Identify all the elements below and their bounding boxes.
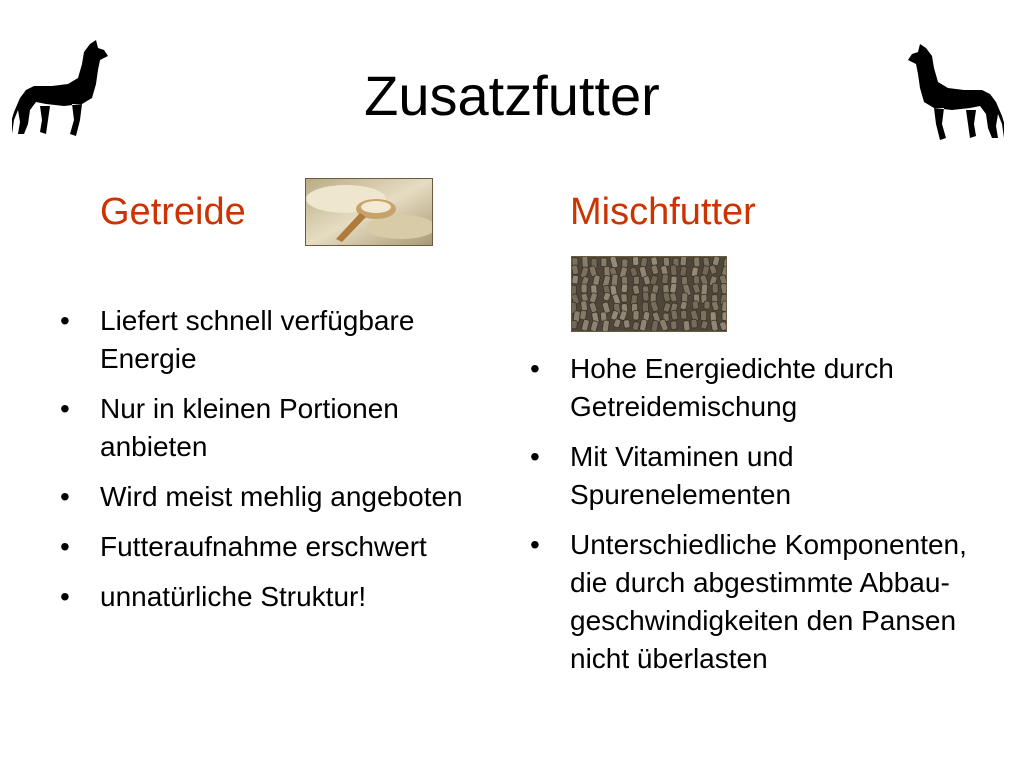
heading-mischfutter: Mischfutter xyxy=(570,191,756,233)
pellet xyxy=(580,301,587,311)
pellet xyxy=(571,320,577,329)
pellet xyxy=(642,302,648,313)
pellet xyxy=(670,283,678,293)
pellet xyxy=(651,257,658,266)
pellet xyxy=(662,274,669,284)
pellet xyxy=(602,320,610,332)
pellet xyxy=(633,310,639,320)
pellet xyxy=(581,284,587,293)
pellet xyxy=(633,257,639,266)
pellet xyxy=(651,320,659,332)
pellet xyxy=(571,265,579,275)
pellet xyxy=(671,310,679,320)
bullet-text: Futteraufnahme erschwert xyxy=(100,531,427,562)
pellet xyxy=(721,301,727,312)
bullet-glyph: • xyxy=(60,393,70,424)
bullet-glyph: • xyxy=(530,529,540,560)
bullet-glyph: • xyxy=(530,441,540,472)
bullet-glyph: • xyxy=(60,581,70,612)
pellet xyxy=(680,256,687,266)
list-item xyxy=(60,390,500,466)
pellet xyxy=(683,320,690,331)
pellet xyxy=(671,321,677,330)
list-item xyxy=(530,350,970,426)
pellet xyxy=(601,258,607,267)
pellet xyxy=(642,292,649,302)
pellet xyxy=(691,319,698,328)
getreide-bullet-list xyxy=(60,302,500,628)
list-item xyxy=(530,438,970,514)
bullet-text: Mit Vitaminen und Spurenelementen xyxy=(570,441,794,510)
slide-title: Zusatzfutter xyxy=(364,64,660,127)
pellet xyxy=(663,257,670,266)
list-item xyxy=(60,302,500,378)
heading-getreide: Getreide xyxy=(100,191,246,233)
bullet-glyph: • xyxy=(60,531,70,562)
pellet xyxy=(704,301,710,309)
pellet xyxy=(701,310,707,320)
bullet-glyph: • xyxy=(60,481,70,512)
pellet xyxy=(694,257,700,267)
pellet xyxy=(572,275,579,284)
pellet xyxy=(611,274,618,286)
list-item xyxy=(530,526,970,678)
pellet xyxy=(694,276,700,284)
bullet-glyph: • xyxy=(530,353,540,384)
bullet-glyph: • xyxy=(60,305,70,336)
bullet-text: Liefert schnell verfügbare Energie xyxy=(100,305,415,374)
list-item xyxy=(60,578,500,616)
list-item xyxy=(60,528,500,566)
pellet xyxy=(632,321,640,330)
pellet xyxy=(680,266,688,277)
flour-scoop-photo xyxy=(305,178,433,246)
pellet xyxy=(582,256,589,268)
pellet xyxy=(670,265,677,276)
bullet-text: unnatürliche Struktur! xyxy=(100,581,367,612)
pellet xyxy=(621,294,628,303)
pellet xyxy=(692,301,699,310)
feed-pellets-photo xyxy=(571,256,727,332)
pellet xyxy=(579,310,587,320)
pellet xyxy=(633,276,639,284)
bullet-text: Hohe Energiedichte durch Getreidemischung xyxy=(570,353,894,422)
pellet xyxy=(722,312,727,321)
pellet xyxy=(681,310,687,319)
list-item xyxy=(60,478,500,516)
mischfutter-bullet-list xyxy=(530,350,970,690)
bullet-text: Unterschiedliche Komponenten, die durch abgestimmte Abbau-geschwindigkeiten den Pansen nicht überlasten xyxy=(570,529,967,674)
pellet xyxy=(623,319,630,328)
pellet xyxy=(622,259,628,268)
pellet xyxy=(712,283,718,293)
bullet-text: Wird meist mehlig angeboten xyxy=(100,481,463,512)
pellet xyxy=(640,257,648,267)
bullet-text: Nur in kleinen Portionen anbieten xyxy=(100,393,399,462)
pellet xyxy=(621,284,628,293)
